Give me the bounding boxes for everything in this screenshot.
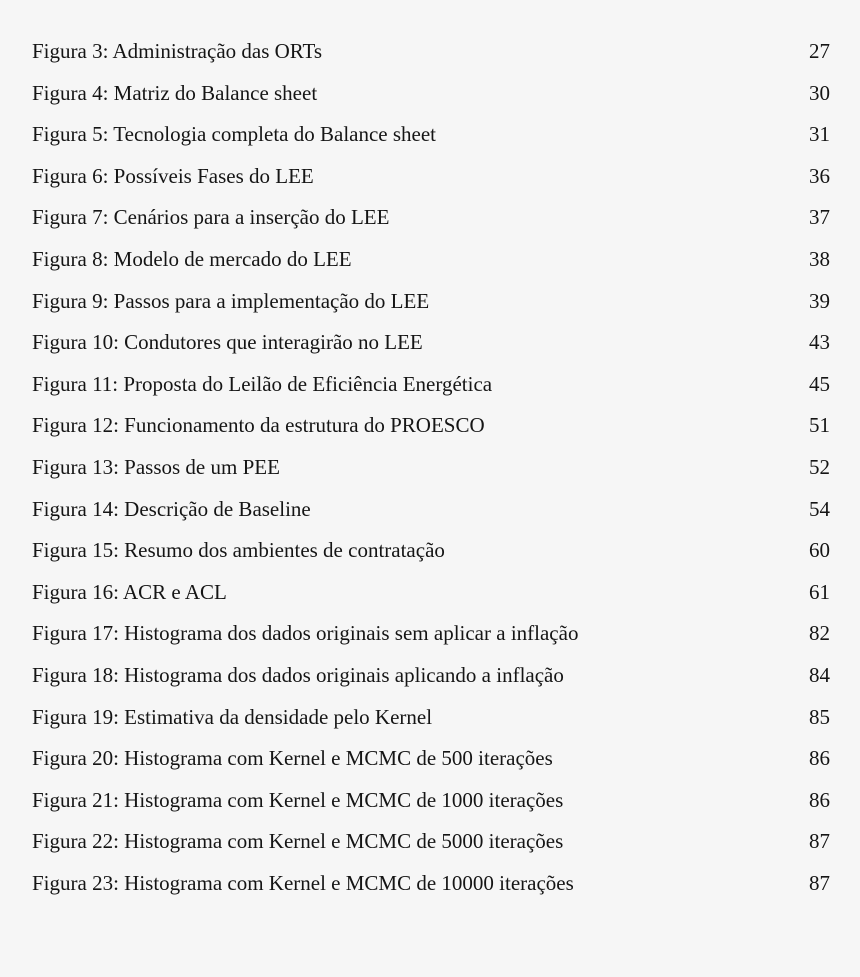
toc-entry-title: Figura 21: Histograma com Kernel e MCMC de 1000 iterações <box>32 787 564 812</box>
toc-entry-title: Figura 22: Histograma com Kernel e MCMC de 5000 iterações <box>32 829 564 854</box>
toc-entry-page: 87 <box>809 829 830 854</box>
toc-entry-page: 43 <box>809 330 830 355</box>
toc-entry-title: Figura 6: Possíveis Fases do LEE <box>32 163 314 188</box>
toc-entry <box>32 322 830 364</box>
toc-entry-page: 86 <box>809 746 830 771</box>
toc-entry-title: Figura 9: Passos para a implementação do LEE <box>32 288 430 313</box>
toc-entry <box>32 738 830 780</box>
toc-entry-title: Figura 17: Histograma dos dados originais sem aplicar a inflação <box>32 621 579 646</box>
toc-entry <box>32 239 830 281</box>
toc-entry-page: 27 <box>809 39 830 63</box>
toc-entry <box>32 613 830 655</box>
toc-entry <box>32 780 830 822</box>
toc-entry <box>32 405 830 447</box>
toc-entry <box>32 73 830 115</box>
toc-entry-page: 37 <box>809 205 830 230</box>
toc-entry <box>32 572 830 614</box>
toc-entry-page: 45 <box>809 371 830 396</box>
toc-entry <box>32 863 830 905</box>
toc-entry-title: Figura 10: Condutores que interagirão no LEE <box>32 330 423 355</box>
toc-entry <box>32 364 830 406</box>
toc-entry-page: 38 <box>809 246 830 271</box>
toc-entry-page: 30 <box>809 80 830 105</box>
toc-entry-title: Figura 4: Matriz do Balance sheet <box>32 80 318 105</box>
toc-entry <box>32 114 830 156</box>
toc-entry-title: Figura 12: Funcionamento da estrutura do PROESCO <box>32 413 485 438</box>
toc-entry <box>32 530 830 572</box>
toc-entry <box>32 821 830 863</box>
toc-entry-page: 86 <box>809 787 830 812</box>
list-of-figures <box>32 31 830 904</box>
toc-entry-page: 82 <box>809 621 830 646</box>
toc-entry <box>32 281 830 323</box>
toc-entry-title: Figura 8: Modelo de mercado do LEE <box>32 246 352 271</box>
toc-entry-title: Figura 18: Histograma dos dados originais aplicando a inflação <box>32 662 564 687</box>
toc-entry-page: 54 <box>809 496 830 521</box>
toc-entry <box>32 31 830 73</box>
toc-entry <box>32 156 830 198</box>
toc-entry-title: Figura 11: Proposta do Leilão de Eficiência Energética <box>32 371 493 396</box>
toc-entry <box>32 197 830 239</box>
toc-entry-page: 84 <box>809 662 830 687</box>
toc-entry-page: 51 <box>809 413 830 438</box>
toc-entry <box>32 697 830 739</box>
toc-entry-title: Figura 15: Resumo dos ambientes de contratação <box>32 538 445 563</box>
toc-entry-title: Figura 23: Histograma com Kernel e MCMC de 10000 iterações <box>32 870 574 895</box>
toc-entry-title: Figura 20: Histograma com Kernel e MCMC de 500 iterações <box>32 746 553 771</box>
toc-entry-title: Figura 3: Administração das ORTs <box>32 39 323 63</box>
toc-entry-page: 60 <box>809 538 830 563</box>
toc-entry-page: 31 <box>809 122 830 147</box>
toc-entry-page: 85 <box>809 704 830 729</box>
toc-entry-page: 36 <box>809 163 830 188</box>
toc-entry-page: 39 <box>809 288 830 313</box>
toc-entry-title: Figura 7: Cenários para a inserção do LEE <box>32 205 390 230</box>
toc-entry-page: 52 <box>809 454 830 479</box>
toc-entry-page: 61 <box>809 579 830 604</box>
toc-entry <box>32 447 830 489</box>
toc-entry-title: Figura 5: Tecnologia completa do Balance sheet <box>32 122 437 147</box>
toc-entry-title: Figura 14: Descrição de Baseline <box>32 496 311 521</box>
toc-entry-page: 87 <box>809 870 830 895</box>
toc-entry-title: Figura 13: Passos de um PEE <box>32 454 280 479</box>
toc-entry-title: Figura 19: Estimativa da densidade pelo Kernel <box>32 704 433 729</box>
toc-entry <box>32 489 830 531</box>
toc-entry <box>32 655 830 697</box>
toc-entry-title: Figura 16: ACR e ACL <box>32 579 227 604</box>
